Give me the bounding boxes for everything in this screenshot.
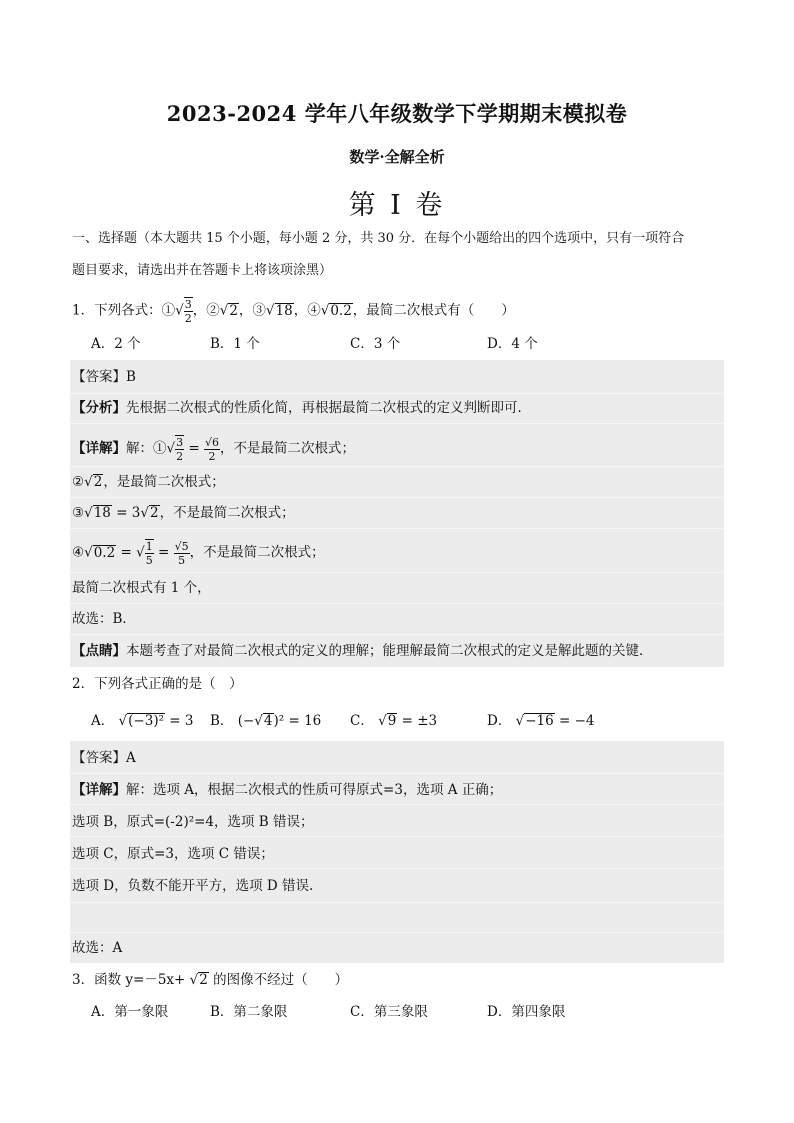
q1-detail-4: ④√0.2 = √ $\frac{1}{5}$ = $\frac{√5}{5}$ ，不是最简二次根式；	[72, 539, 325, 567]
q2-detail-2: 选项 B，原式=(-2)²=4，选项 B 错误；	[72, 814, 314, 830]
q2-detail-3: 选项 C，原式=3，选项 C 错误；	[72, 846, 274, 862]
divider	[70, 868, 724, 869]
q2-option-b: B． (−√4)² = 16	[210, 713, 322, 729]
q2-choose: 故选：A	[72, 940, 123, 956]
q2-answer: 【答案】A	[72, 750, 136, 766]
q2-detail-1-text: 解：选项 A，根据二次根式的性质可得原式=3，选项 A 正确；	[126, 782, 503, 798]
exam-title: 2023-2024 学年八年级数学下学期期末模拟卷	[166, 101, 628, 126]
q3-stem: 3．函数 y=－5x+ √2 的图像不经过（ ）	[72, 972, 349, 988]
q2-detail-1	[72, 780, 502, 800]
q2-option-c: C． √9 = ±3	[350, 713, 438, 729]
divider	[70, 932, 724, 933]
detail-tag: 【详解】	[72, 782, 126, 798]
section-heading-line1: 一、选择题（本大题共 15 个小题，每小题 2 分，共 30 分．在每个小题给出的四个选项中，只有一项符合	[72, 231, 685, 246]
q1-detail-1-suffix: ，不是最简二次根式；	[220, 440, 356, 457]
q2-stem: 2．下列各式正确的是（ ）	[72, 676, 243, 692]
q3-option-c: C．第三象限	[350, 1004, 428, 1020]
volume-heading: 第 I 卷	[348, 190, 446, 221]
analysis-tag: 【分析】	[72, 400, 126, 416]
q1-detail-5: 最简二次根式有 1 个，	[72, 580, 211, 596]
divider	[70, 634, 724, 635]
section-heading-line2: 题目要求，请选出并在答题卡上将该项涂黑）	[72, 263, 333, 278]
q1-detail-1: 【详解】解：①√ $\frac{3}{2}$ = $\frac{√6}{2}$ ，不是最简二次根式；	[72, 435, 356, 463]
q1-detail-3: ③√18 = 3√2，不是最简二次根式；	[72, 505, 295, 521]
divider	[70, 497, 724, 498]
divider	[70, 572, 724, 573]
divider	[70, 466, 724, 467]
q1-answer: 【答案】B	[72, 369, 136, 385]
divider	[70, 836, 724, 837]
divider	[70, 528, 724, 529]
divider	[70, 902, 724, 903]
q1-choose: 故选：B．	[72, 611, 136, 627]
q1-option-d: D．4 个	[487, 336, 538, 352]
q1-comment	[72, 641, 653, 661]
q1-analysis	[72, 398, 531, 418]
q3-option-a: A．第一象限	[91, 1004, 169, 1020]
divider	[70, 393, 724, 394]
q2-detail-4: 选项 D，负数不能开平方，选项 D 错误.	[72, 878, 314, 894]
q1-stem-suffix: ，最简二次根式有（ ）	[352, 302, 515, 319]
q2-option-a: A． √(−3)² = 3	[91, 713, 194, 729]
q1-stem: 1．下列各式：①√ $\frac{3}{2}$ ，②√2，③√18，④√0.2，最简二次根式有（ ）	[72, 298, 515, 325]
q1-detail-2: ②√2，是最简二次根式；	[72, 474, 225, 490]
q1-stem-prefix: 1．下列各式：①	[72, 302, 176, 319]
detail-tag: 【详解】	[72, 440, 126, 457]
exam-subtitle: 数学·全解全析	[349, 148, 445, 166]
comment-tag: 【点睛】	[72, 643, 126, 659]
q1-option-b: B．1 个	[210, 336, 260, 352]
q1-analysis-text: 先根据二次根式的性质化简，再根据最简二次根式的定义判断即可．	[126, 400, 531, 416]
q3-option-b: B．第二象限	[210, 1004, 288, 1020]
divider	[70, 804, 724, 805]
q1-option-c: C．3 个	[350, 336, 401, 352]
q3-option-d: D．第四象限	[487, 1004, 566, 1020]
divider	[70, 603, 724, 604]
divider	[70, 773, 724, 774]
q1-expr-1: √ $\frac{3}{2}$	[175, 298, 192, 325]
q1-comment-text: 本题考查了对最简二次根式的定义的理解；能理解最简二次根式的定义是解此题的关键．	[126, 643, 653, 659]
q1-option-a: A．2 个	[91, 336, 141, 352]
q2-option-d: D． √−16 = −4	[487, 713, 595, 729]
divider	[70, 423, 724, 424]
